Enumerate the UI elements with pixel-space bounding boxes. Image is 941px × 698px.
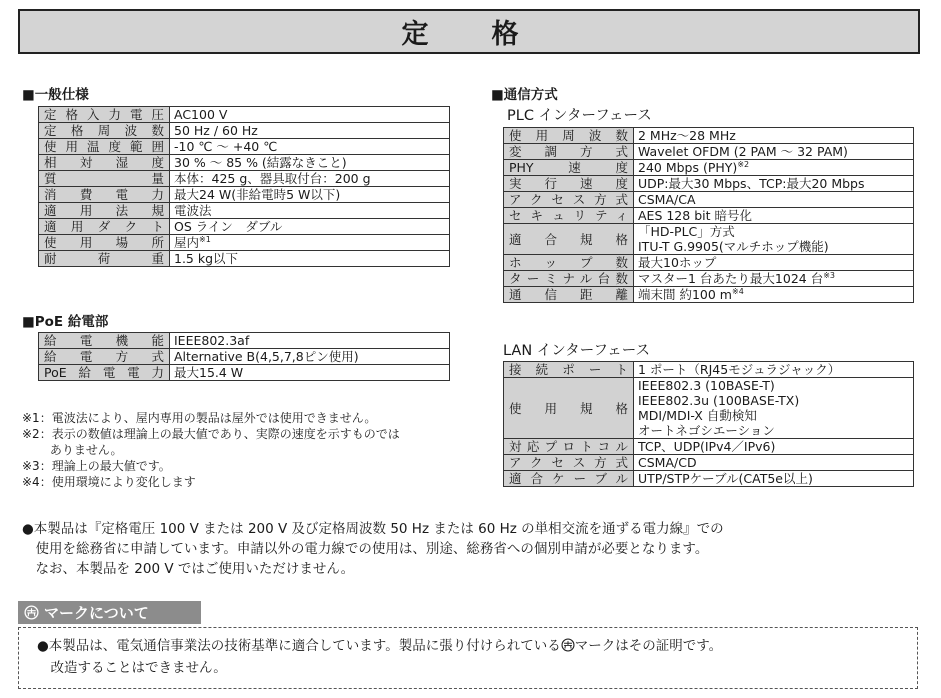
notice-line: ●本製品は『定格電圧 100 V または 200 V 及び定格周波数 50 Hz または 60 Hz の単相交流を通ずる電力線』での bbox=[22, 521, 724, 537]
spec-value bbox=[634, 362, 914, 378]
spec-value bbox=[634, 287, 914, 303]
spec-label: アクセス方式 bbox=[504, 455, 634, 471]
spec-value-line: MDI/MDI-X 自動検知 bbox=[638, 408, 757, 423]
spec-value-text: 2 MHz～28 MHz bbox=[638, 128, 736, 143]
spec-label: 対応プロトコル bbox=[504, 439, 634, 455]
spec-value bbox=[634, 176, 914, 192]
spec-value bbox=[634, 255, 914, 271]
spec-label: 接続ポート bbox=[504, 362, 634, 378]
spec-label: 質量 bbox=[39, 171, 170, 187]
mark-section-title: マークについて bbox=[44, 604, 149, 622]
footnote-ref: ※1 bbox=[199, 234, 211, 244]
spec-label: 適用法規 bbox=[39, 203, 170, 219]
spec-value-text: 本体：425 g、器具取付台：200 g bbox=[174, 171, 371, 186]
spec-row bbox=[39, 219, 450, 235]
spec-value bbox=[634, 271, 914, 287]
spec-value-text: UTP/STPケーブル(CAT5e以上) bbox=[638, 471, 813, 486]
spec-row bbox=[39, 171, 450, 187]
general-spec-table bbox=[38, 106, 450, 267]
spec-value-line: IEEE802.3 (10BASE-T) bbox=[638, 378, 775, 393]
spec-row bbox=[39, 235, 450, 251]
spec-label: 使用周波数 bbox=[504, 128, 634, 144]
spec-value bbox=[170, 349, 450, 365]
spec-row bbox=[504, 128, 914, 144]
spec-label: 実行速度 bbox=[504, 176, 634, 192]
spec-value-text: 屋内 bbox=[174, 235, 200, 250]
spec-value bbox=[170, 251, 450, 267]
spec-value bbox=[634, 439, 914, 455]
technical-conformity-mark-icon bbox=[561, 638, 575, 652]
spec-label: セキュリティ bbox=[504, 208, 634, 224]
mark-notice-text: 改造することはできません。 bbox=[37, 660, 227, 676]
spec-row bbox=[39, 333, 450, 349]
spec-value-text: 端末間 約100 m bbox=[638, 287, 732, 302]
page-title: 定 格 bbox=[18, 9, 920, 54]
spec-row bbox=[504, 439, 914, 455]
spec-value-text: Wavelet OFDM (2 PAM ～ 32 PAM) bbox=[638, 144, 848, 159]
spec-label: 給電機能 bbox=[39, 333, 170, 349]
spec-value-line: オートネゴシエーション bbox=[638, 423, 775, 438]
spec-label: PoE給電電力 bbox=[39, 365, 170, 381]
spec-value-text: OS ライン ダブル bbox=[174, 219, 283, 234]
spec-value-text: TCP、UDP(IPv4／IPv6) bbox=[638, 439, 776, 454]
spec-value bbox=[634, 128, 914, 144]
spec-value bbox=[170, 219, 450, 235]
spec-label: PHY速度 bbox=[504, 160, 634, 176]
spec-value-text: -10 ℃ ～ +40 ℃ bbox=[174, 139, 278, 154]
spec-value bbox=[170, 365, 450, 381]
spec-value-text: 240 Mbps (PHY) bbox=[638, 160, 738, 175]
poe-table bbox=[38, 332, 450, 381]
spec-row bbox=[39, 187, 450, 203]
spec-value bbox=[634, 378, 914, 439]
spec-value-text: Alternative B(4,5,7,8ピン使用) bbox=[174, 349, 359, 364]
spec-row bbox=[504, 144, 914, 160]
spec-value-text: AC100 V bbox=[174, 107, 228, 122]
spec-value-text: 電波法 bbox=[174, 203, 212, 218]
spec-row bbox=[39, 251, 450, 267]
spec-label: 適用ダクト bbox=[39, 219, 170, 235]
spec-value-text: CSMA/CA bbox=[638, 192, 696, 207]
spec-value bbox=[170, 187, 450, 203]
spec-value bbox=[634, 192, 914, 208]
spec-row bbox=[39, 107, 450, 123]
spec-value-text: 1.5 kg以下 bbox=[174, 251, 239, 266]
spec-value bbox=[170, 107, 450, 123]
spec-row bbox=[504, 224, 914, 255]
spec-row bbox=[39, 139, 450, 155]
plc-heading: PLC インターフェース bbox=[507, 108, 652, 124]
poe-heading: ■PoE 給電部 bbox=[22, 314, 109, 330]
spec-label: 耐荷重 bbox=[39, 251, 170, 267]
spec-label: ターミナル台数 bbox=[504, 271, 634, 287]
spec-value-text: 最大15.4 W bbox=[174, 365, 244, 380]
spec-value bbox=[170, 139, 450, 155]
notice-line: なお、本製品を 200 V ではご使用いただけません。 bbox=[22, 561, 355, 577]
spec-row bbox=[39, 155, 450, 171]
lan-heading: LAN インターフェース bbox=[503, 343, 651, 359]
spec-value-text: IEEE802.3af bbox=[174, 333, 250, 348]
footnote-ref: ※2 bbox=[737, 159, 750, 169]
spec-label: 適合ケーブル bbox=[504, 471, 634, 487]
spec-label: 定格入力電圧 bbox=[39, 107, 170, 123]
spec-label: 消費電力 bbox=[39, 187, 170, 203]
spec-label: 変調方式 bbox=[504, 144, 634, 160]
spec-row bbox=[504, 455, 914, 471]
mark-section-tab bbox=[18, 601, 201, 624]
spec-row bbox=[504, 287, 914, 303]
spec-value bbox=[170, 171, 450, 187]
spec-value bbox=[170, 123, 450, 139]
spec-value-text: UDP:最大30 Mbps、TCP:最大20 Mbps bbox=[638, 176, 865, 191]
mark-notice-box bbox=[18, 627, 918, 689]
spec-value bbox=[170, 333, 450, 349]
spec-value-line: IEEE802.3u (100BASE-TX) bbox=[638, 393, 800, 408]
spec-label: 相対湿度 bbox=[39, 155, 170, 171]
spec-value-text: 最大10ホップ bbox=[638, 255, 717, 270]
spec-label: 適合規格 bbox=[504, 224, 634, 255]
spec-value-text: 30 % ～ 85 % (結露なきこと) bbox=[174, 155, 347, 170]
spec-value-text: AES 128 bit 暗号化 bbox=[638, 208, 752, 223]
footnote-ref: ※4 bbox=[731, 286, 744, 296]
spec-value-text: マスター1 台あたり最大1024 台 bbox=[638, 271, 824, 286]
spec-row bbox=[504, 176, 914, 192]
spec-value bbox=[634, 455, 914, 471]
spec-value bbox=[170, 155, 450, 171]
mark-notice-text: ●本製品は、電気通信事業法の技術基準に適合しています。製品に張り付けられている bbox=[37, 638, 561, 654]
power-line-notice bbox=[22, 519, 724, 579]
spec-row bbox=[39, 123, 450, 139]
footnotes bbox=[22, 410, 400, 490]
comm-heading: ■通信方式 bbox=[491, 87, 558, 103]
notice-line: 使用を総務省に申請しています。申請以外の電力線での使用は、別途、総務省への個別申請が必要となります。 bbox=[22, 541, 709, 557]
lan-table bbox=[503, 361, 914, 487]
spec-value bbox=[170, 235, 450, 251]
mark-notice-text: マークはその証明です。 bbox=[574, 638, 723, 654]
spec-value bbox=[634, 224, 914, 255]
footnote-ref: ※3 bbox=[823, 270, 836, 280]
spec-label: 使用温度範囲 bbox=[39, 139, 170, 155]
spec-row bbox=[504, 271, 914, 287]
spec-label: 給電方式 bbox=[39, 349, 170, 365]
spec-value bbox=[634, 208, 914, 224]
spec-label: 定格周波数 bbox=[39, 123, 170, 139]
spec-row bbox=[504, 192, 914, 208]
footnote: ありません。 bbox=[22, 443, 123, 457]
spec-label: 通信距離 bbox=[504, 287, 634, 303]
spec-row bbox=[39, 203, 450, 219]
spec-row bbox=[39, 349, 450, 365]
general-spec-heading: ■一般仕様 bbox=[22, 87, 89, 103]
spec-row bbox=[39, 365, 450, 381]
spec-row bbox=[504, 362, 914, 378]
spec-value bbox=[634, 160, 914, 176]
spec-value-text: 50 Hz / 60 Hz bbox=[174, 123, 258, 138]
spec-label: ホップ数 bbox=[504, 255, 634, 271]
spec-row bbox=[504, 208, 914, 224]
spec-label: 使用場所 bbox=[39, 235, 170, 251]
spec-value-text: 最大24 W(非給電時5 W以下) bbox=[174, 187, 341, 202]
spec-value-line: ITU-T G.9905(マルチホップ機能) bbox=[638, 239, 829, 254]
spec-label: アクセス方式 bbox=[504, 192, 634, 208]
plc-table bbox=[503, 127, 914, 303]
spec-value bbox=[634, 471, 914, 487]
spec-row bbox=[504, 160, 914, 176]
footnote: ※4：使用環境により変化します bbox=[22, 475, 196, 489]
spec-value bbox=[170, 203, 450, 219]
spec-value-line: 「HD-PLC」方式 bbox=[638, 224, 735, 239]
footnote: ※1：電波法により、屋内専用の製品は屋外では使用できません。 bbox=[22, 411, 377, 425]
technical-conformity-mark-icon bbox=[24, 605, 39, 620]
spec-row bbox=[504, 471, 914, 487]
spec-row bbox=[504, 378, 914, 439]
spec-value-text: CSMA/CD bbox=[638, 455, 697, 470]
footnote: ※2：表示の数値は理論上の最大値であり、実際の速度を示すものでは bbox=[22, 427, 400, 441]
spec-row bbox=[504, 255, 914, 271]
spec-value bbox=[634, 144, 914, 160]
footnote: ※3：理論上の最大値です。 bbox=[22, 459, 171, 473]
spec-value-text: 1 ポート（RJ45モジュラジャック） bbox=[638, 362, 841, 377]
spec-label: 使用規格 bbox=[504, 378, 634, 439]
